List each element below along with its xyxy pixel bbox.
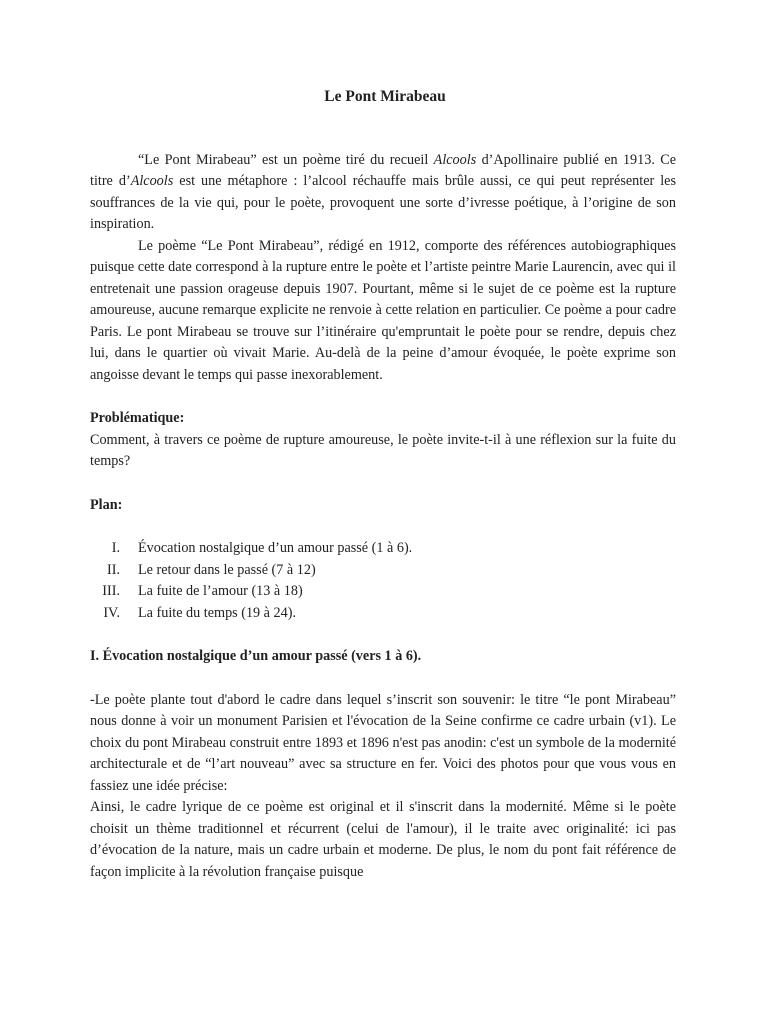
plan-item-number: I. [111, 540, 120, 556]
plan-item [90, 603, 676, 625]
intro-paragraph-2: Le poème “Le Pont Mirabeau”, rédigé en 1912, comporte des références autobiographiques puisque cette date correspond à la rupture entre le poète et l’artiste peintre Marie Laurencin, avec qui il entretenait une passion orageuse depuis 1907. Pourtant, même si le sujet de ce poème est la rupture amoureuse, aucune remarque explicite ne renvoie à cette relation en particulier. Ce poème a pour cadre Paris. Le pont Mirabeau se trouve sur l’itinéraire qu'empruntait le poète pour se rendre, depuis chez lui, dans le quartier où vivait Marie. Au-delà de la peine d’amour évoquée, le poète exprime son angoisse devant le temps qui passe inexorablement. [90, 237, 676, 383]
problematique-heading: Problématique: [90, 410, 185, 426]
document-page [90, 86, 676, 883]
plan-item [90, 581, 676, 603]
section-1-paragraph-1: -Le poète plante tout d'abord le cadre dans lequel s’inscrit son souvenir: le titre “le pont Mirabeau” nous donne à voir un monument Parisien et l'évocation de la Seine confirme ce cadre urbain (v1). Le choix du pont Mirabeau construit entre 1893 et 1896 n'est pas anodin: c'est un symbole de la modernité architecturale et de “l’art nouveau” avec sa structure en fer. Voici des photos pour que vous vous en fassiez une idée précise: [90, 691, 676, 794]
plan-item-text: La fuite du temps (19 à 24). [138, 604, 296, 621]
plan-item-number: II. [107, 561, 120, 578]
intro-italic-alcools-1: Alcools [433, 151, 477, 168]
plan-item-number: IV. [103, 604, 120, 621]
section-1-heading: I. Évocation nostalgique d’un amour passé (vers 1 à 6). [90, 648, 422, 664]
document-title: Le Pont Mirabeau [324, 88, 446, 105]
problematique-text: Comment, à travers ce poème de rupture amoureuse, le poète invite-t-il à une réflexion sur la fuite du temps? [90, 431, 676, 469]
intro-italic-alcools-2: Alcools [130, 173, 174, 189]
plan-item [90, 560, 676, 582]
plan-item-text: Le retour dans le passé (7 à 12) [138, 561, 316, 578]
intro-text-1: “Le Pont Mirabeau” est un poème tiré du recueil [138, 151, 434, 168]
intro-paragraph-1 [90, 150, 676, 236]
section-1-paragraph-2: Ainsi, le cadre lyrique de ce poème est original et il s'inscrit dans la modernité. Même si le poète choisit un thème traditionnel et récurrent (celui de l'amour), il le traite avec originalité: ici pas d’évocation de la nature, mais un cadre urbain et moderne. De plus, le nom du pont fait référence de façon implicite à la révolution française puisque [90, 799, 676, 880]
plan-item-text: La fuite de l’amour (13 à 18) [138, 583, 303, 599]
plan-item-number: III. [102, 583, 120, 599]
plan-heading: Plan: [90, 496, 123, 513]
plan-item [90, 538, 676, 560]
plan-list [90, 538, 676, 624]
plan-item-text: Évocation nostalgique d’un amour passé (1 à 6). [138, 540, 413, 556]
intro-text-3: est une métaphore : l’alcool réchauffe mais brûle aussi, ce qui peut représenter les souffrances de la vie qui, pour le poète, provoquent une sorte d’ivresse poétique, à l’origine de son inspiration. [90, 173, 676, 232]
intro-text-2: d’Apollinaire publié en 1913. Ce titre d’ [90, 151, 676, 189]
